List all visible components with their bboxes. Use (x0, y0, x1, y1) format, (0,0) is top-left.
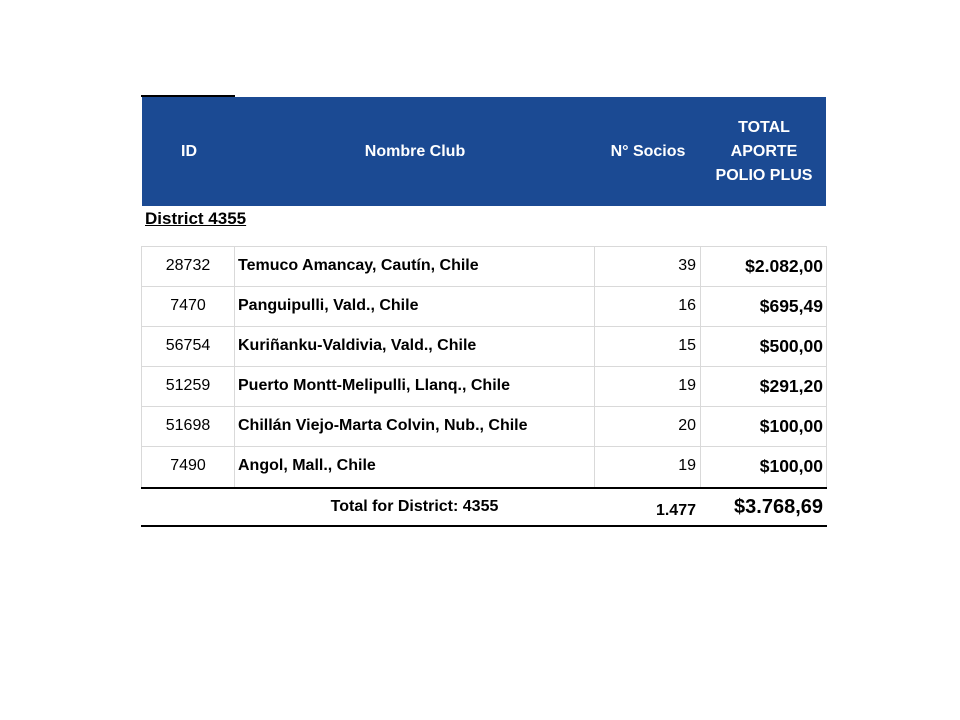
district-total-row (141, 487, 827, 527)
cell-name: Angol, Mall., Chile (238, 457, 376, 474)
cell-socios: 20 (678, 417, 696, 434)
cell-id: 51259 (165, 377, 211, 394)
cell-total: $500,00 (759, 335, 823, 356)
cell-socios: 16 (678, 297, 696, 314)
cell-total: $695,49 (759, 295, 823, 316)
cell-id: 51698 (165, 417, 211, 434)
cell-name: Chillán Viejo-Marta Colvin, Nub., Chile (238, 417, 528, 434)
cell-id: 56754 (165, 337, 211, 354)
header-socios: N° Socios (610, 142, 686, 160)
cell-name: Puerto Montt-Melipulli, Llanq., Chile (238, 377, 510, 394)
table-row (141, 326, 827, 366)
table-row (141, 446, 827, 486)
table-row (141, 406, 827, 446)
total-label: Total for District: 4355 (330, 498, 499, 515)
header-total-line1: TOTAL (738, 118, 790, 136)
cell-socios: 39 (678, 257, 696, 274)
header-total-line2: APORTE (730, 142, 798, 160)
table-row (141, 366, 827, 406)
district-title: District 4355 (145, 209, 247, 228)
cell-name: Panguipulli, Vald., Chile (238, 297, 419, 314)
cell-total: $2.082,00 (745, 255, 823, 276)
header-name: Nombre Club (364, 142, 466, 160)
cell-name: Kuriñanku-Valdivia, Vald., Chile (238, 337, 477, 354)
cell-socios: 19 (678, 377, 696, 394)
cell-total: $100,00 (759, 455, 823, 476)
cell-socios: 19 (678, 457, 696, 474)
table-row (141, 286, 827, 326)
cell-total: $291,20 (759, 375, 823, 396)
header-id: ID (181, 142, 197, 160)
cell-total: $100,00 (759, 415, 823, 436)
cell-id: 28732 (165, 257, 211, 274)
total-amount: $3.768,69 (734, 495, 823, 518)
table-row (141, 246, 827, 286)
total-socios: 1.477 (655, 502, 696, 519)
cell-id: 7470 (170, 297, 206, 314)
table-header (142, 97, 826, 206)
header-total (702, 97, 826, 206)
cell-socios: 15 (678, 337, 696, 354)
cell-id: 7490 (170, 457, 206, 474)
cell-name: Temuco Amancay, Cautín, Chile (238, 257, 479, 274)
header-total-line3: POLIO PLUS (715, 166, 813, 184)
